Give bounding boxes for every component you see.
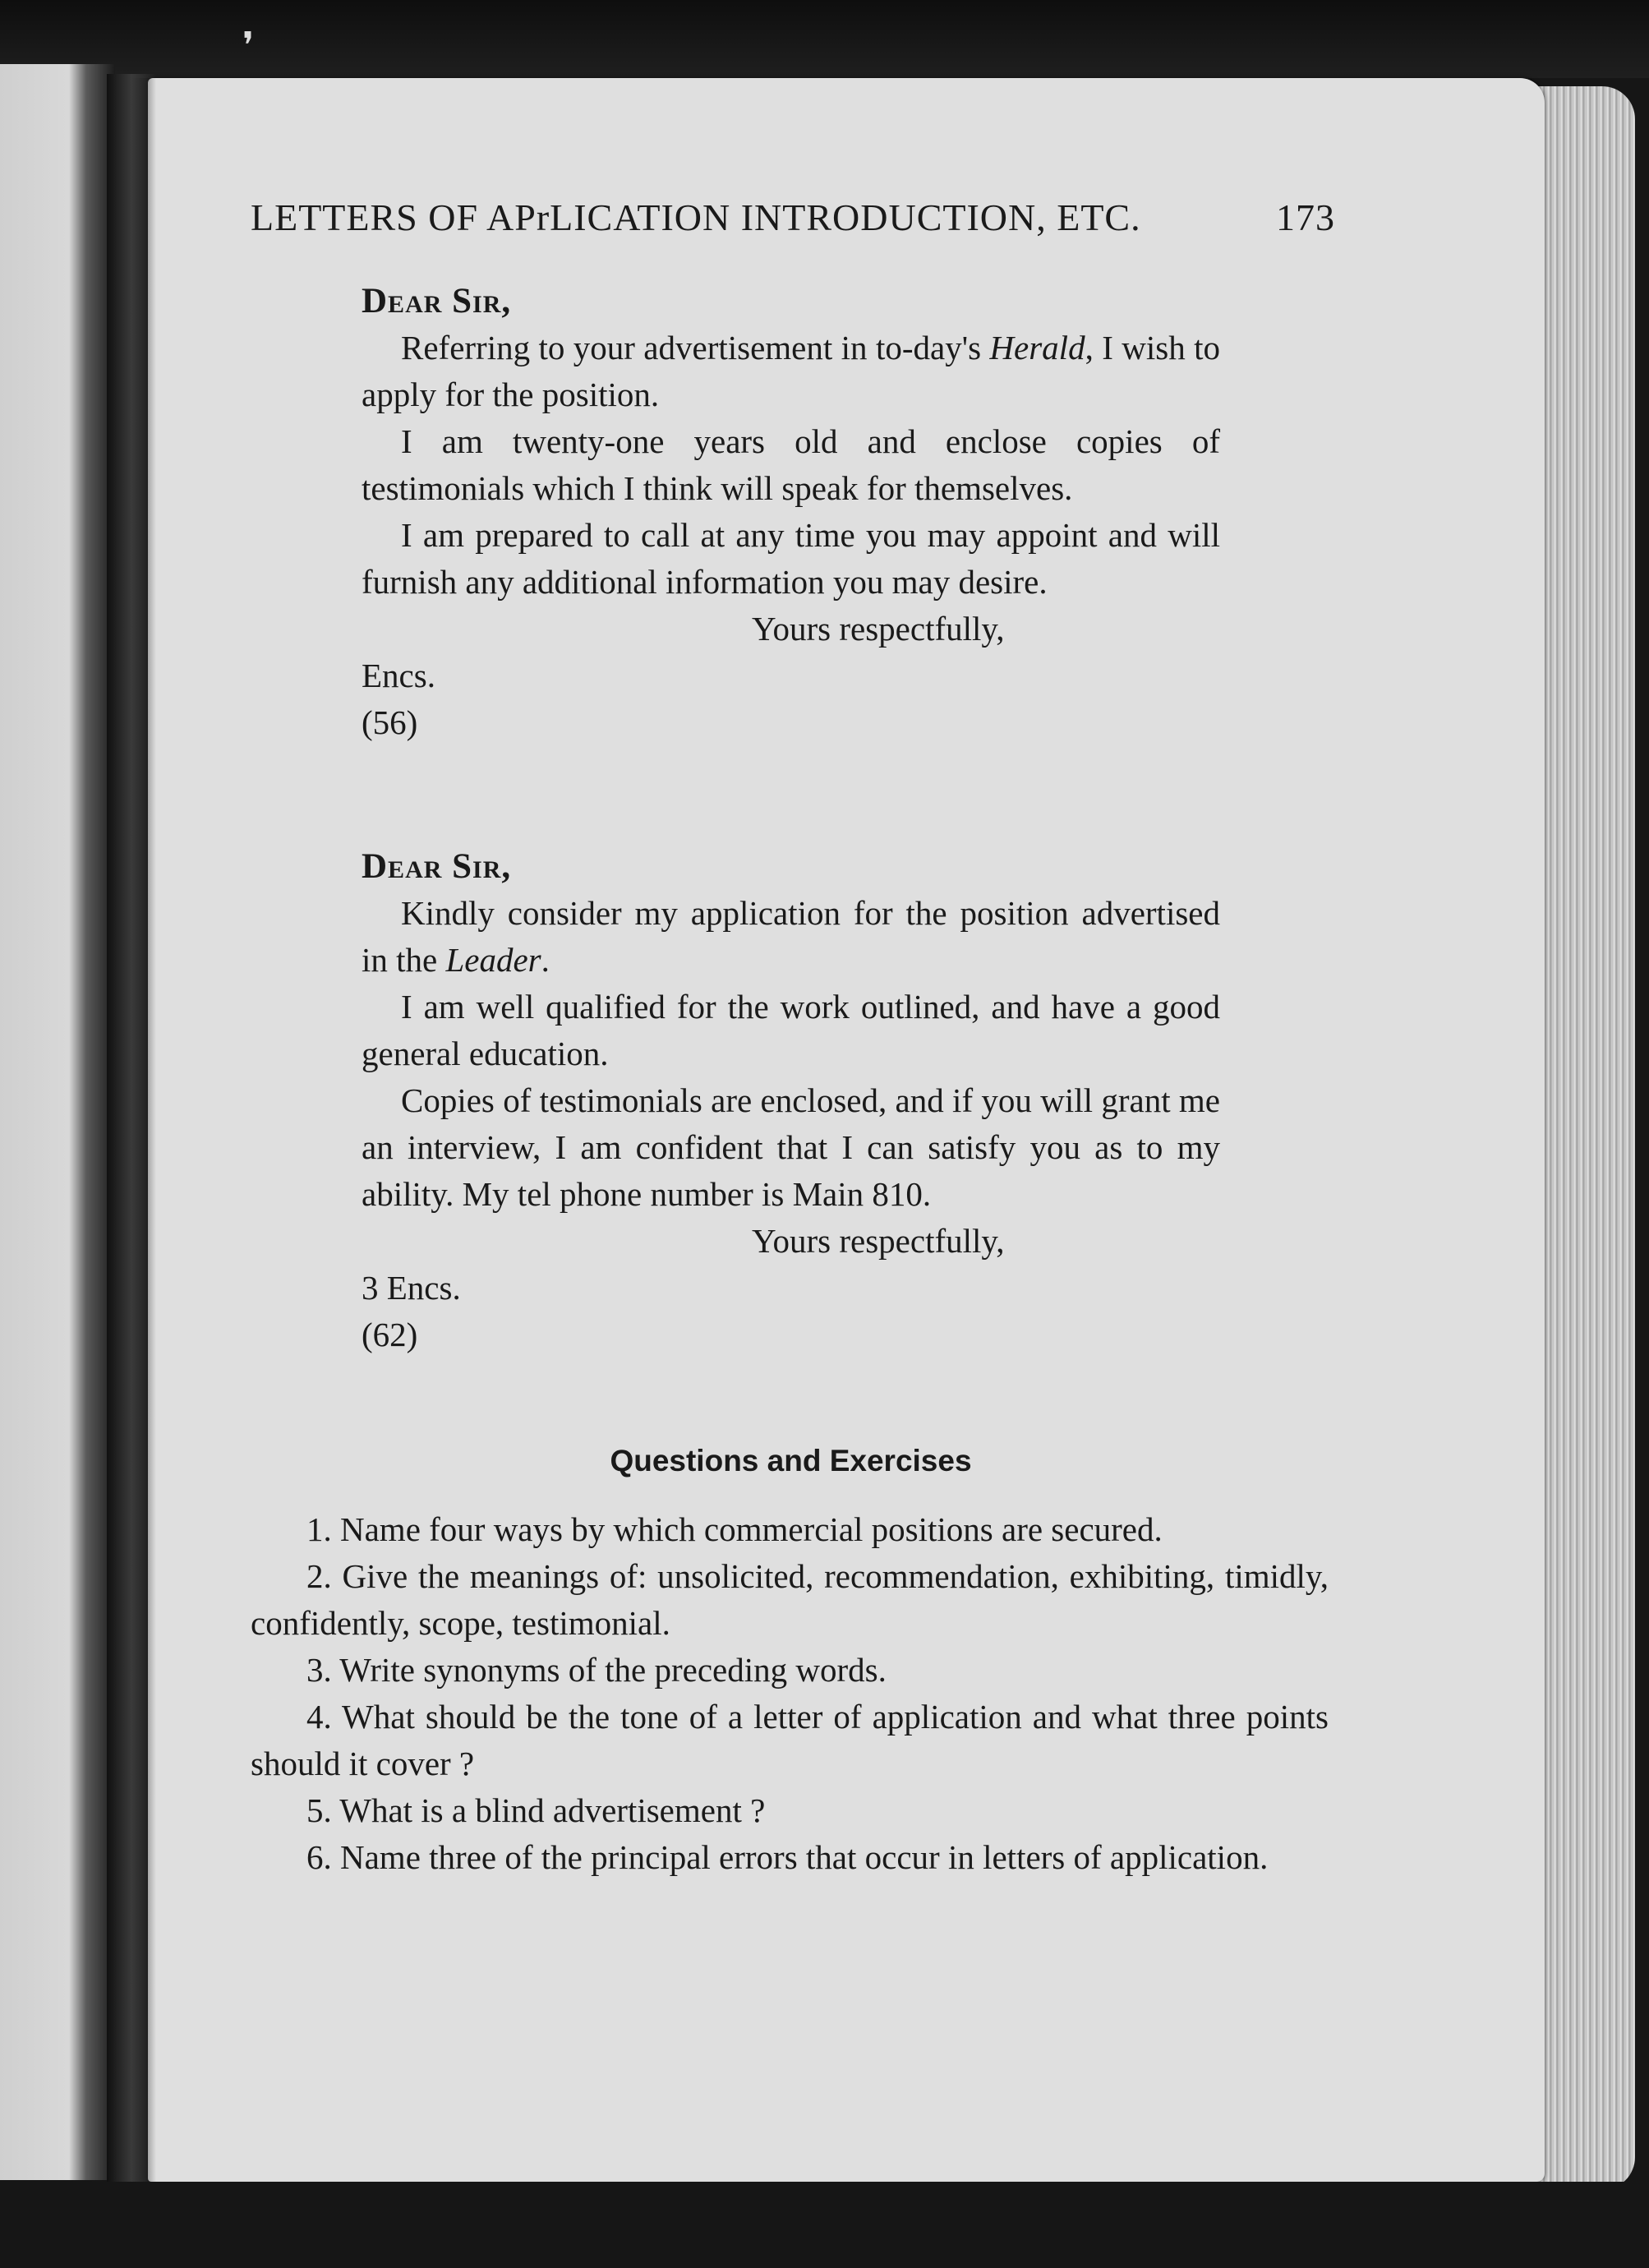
page-number: 173	[1276, 196, 1335, 238]
letter-closing: Yours respectfully,	[752, 610, 1005, 648]
letter-paragraph: I am well qualified for the work outlined, and have a good general education.	[362, 988, 1220, 1072]
letter-paragraph: I am twenty-one years old and enclose copies of testimonials which I think will speak for themselves.	[362, 422, 1220, 507]
facing-page-edge	[0, 64, 115, 2180]
running-title: LETTERS OF APrLICATION INTRODUCTION, ETC.	[251, 196, 1141, 238]
letter-paragraph: Referring to your advertisement in to-day's Herald, I wish to apply for the position.	[362, 329, 1220, 413]
gutter-shadow	[107, 74, 156, 2186]
newspaper-name: Leader	[445, 941, 541, 979]
newspaper-name: Herald	[989, 329, 1085, 366]
scan-border-bottom	[0, 2182, 1649, 2268]
letter-paragraph: Copies of testimonials are enclosed, and if you will grant me an interview, I am confident that I can satisfy you as to my ability. My tel phone number is Main 810.	[362, 1081, 1220, 1213]
question-item: 6. Name three of the principal errors that occur in letters of application.	[306, 1838, 1269, 1876]
question-item: 2. Give the meanings of: unsolicited, recommendation, exhibiting, timidly, confidently, scope, testimonial.	[251, 1557, 1329, 1642]
question-item: 4. What should be the tone of a letter of application and what three points should it cover ?	[251, 1698, 1329, 1782]
question-item: 1. Name four ways by which commercial positions are secured.	[306, 1510, 1163, 1548]
letter-salutation: Dear Sir,	[362, 847, 512, 886]
questions-list	[251, 1506, 1329, 1881]
letter-closing: Yours respectfully,	[752, 1222, 1005, 1260]
letter-paragraph: I am prepared to call at any time you may appoint and will furnish any additional information you may desire.	[362, 516, 1220, 601]
letter-number: (62)	[362, 1316, 418, 1353]
letter-salutation: Dear Sir,	[362, 282, 512, 320]
question-item: 5. What is a blind advertisement ?	[306, 1791, 766, 1829]
letter-enclosure: 3 Encs.	[362, 1269, 461, 1307]
letter-number: (56)	[362, 703, 418, 741]
letter-enclosure: Encs.	[362, 657, 435, 694]
letter-56	[362, 278, 1220, 746]
questions-heading: Questions and Exercises	[610, 1444, 972, 1477]
scan-mark-icon: ❜	[242, 25, 255, 67]
question-item: 3. Write synonyms of the preceding words.	[306, 1651, 887, 1689]
letter-paragraph: Kindly consider my application for the position advertised in the Leader.	[362, 894, 1220, 979]
letter-62	[362, 843, 1220, 1358]
